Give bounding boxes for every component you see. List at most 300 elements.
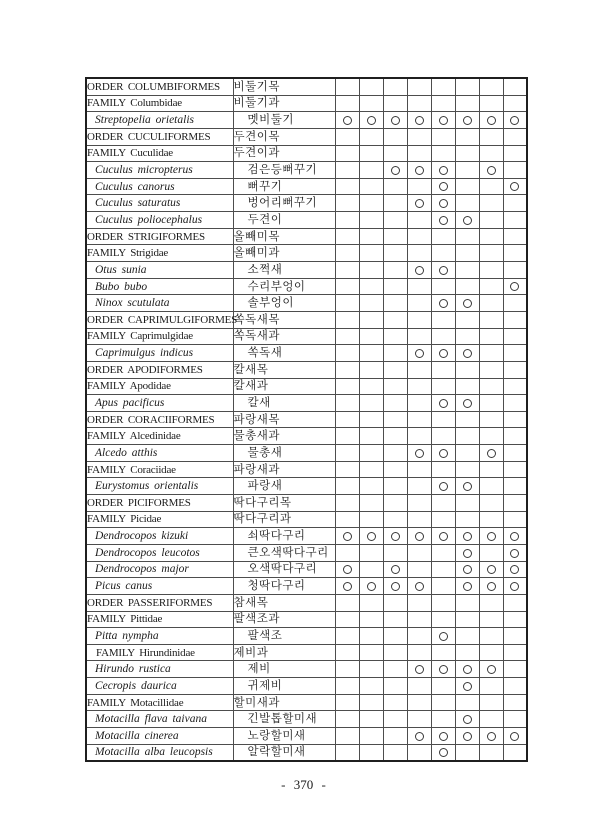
presence-circle-icon xyxy=(487,565,496,574)
mark-cell xyxy=(383,711,407,728)
presence-circle-icon xyxy=(463,532,472,541)
presence-circle-icon xyxy=(463,565,472,574)
mark-cell xyxy=(407,661,431,678)
family-name-cell: FAMILY Strigidae xyxy=(86,245,233,262)
mark-cell xyxy=(479,578,503,595)
presence-circle-icon xyxy=(391,166,400,175)
presence-circle-icon xyxy=(367,582,376,591)
mark-cell xyxy=(335,711,359,728)
presence-circle-icon xyxy=(463,665,472,674)
mark-cell xyxy=(479,162,503,179)
order-name-cell: ORDER CUCULIFORMES xyxy=(86,128,233,145)
mark-cell xyxy=(383,727,407,744)
table-row xyxy=(86,661,527,678)
mark-cell xyxy=(479,245,503,262)
mark-cell xyxy=(335,278,359,295)
presence-circle-icon xyxy=(510,732,519,741)
mark-cell xyxy=(335,511,359,528)
mark-cell xyxy=(383,428,407,445)
mark-cell xyxy=(455,195,479,212)
mark-cell xyxy=(455,478,479,495)
mark-cell xyxy=(431,95,455,112)
table-row xyxy=(86,628,527,645)
mark-cell xyxy=(335,128,359,145)
mark-cell xyxy=(359,311,383,328)
mark-cell xyxy=(407,112,431,129)
presence-circle-icon xyxy=(415,532,424,541)
mark-cell xyxy=(359,262,383,279)
korean-name-cell: 칼새 xyxy=(233,395,335,412)
mark-cell xyxy=(431,594,455,611)
order-name-cell: ORDER APODIFORMES xyxy=(86,361,233,378)
mark-cell xyxy=(359,644,383,661)
presence-circle-icon xyxy=(463,732,472,741)
mark-cell xyxy=(383,395,407,412)
mark-cell xyxy=(431,678,455,695)
mark-cell xyxy=(335,578,359,595)
mark-cell xyxy=(503,428,527,445)
order-name-cell: ORDER CAPRIMULGIFORMES xyxy=(86,311,233,328)
family-name-cell: FAMILY Cuculidae xyxy=(86,145,233,162)
mark-cell xyxy=(431,711,455,728)
mark-cell xyxy=(479,694,503,711)
presence-circle-icon xyxy=(439,732,448,741)
presence-circle-icon xyxy=(463,682,472,691)
mark-cell xyxy=(431,611,455,628)
species-name-cell: Streptopelia orietalis xyxy=(86,112,233,129)
mark-cell xyxy=(335,594,359,611)
mark-cell xyxy=(431,262,455,279)
mark-cell xyxy=(503,112,527,129)
mark-cell xyxy=(455,561,479,578)
presence-circle-icon xyxy=(439,182,448,191)
mark-cell xyxy=(479,78,503,95)
species-name-cell: Dendrocopos major xyxy=(86,561,233,578)
mark-cell xyxy=(431,212,455,229)
mark-cell xyxy=(407,212,431,229)
mark-cell xyxy=(455,711,479,728)
mark-cell xyxy=(335,544,359,561)
mark-cell xyxy=(383,478,407,495)
table-row xyxy=(86,212,527,229)
mark-cell xyxy=(335,311,359,328)
presence-circle-icon xyxy=(439,116,448,125)
mark-cell xyxy=(359,395,383,412)
mark-cell xyxy=(359,495,383,512)
mark-cell xyxy=(359,678,383,695)
korean-name-cell: 수리부엉이 xyxy=(233,278,335,295)
mark-cell xyxy=(503,128,527,145)
presence-circle-icon xyxy=(439,216,448,225)
mark-cell xyxy=(407,128,431,145)
korean-name-cell: 올빼미목 xyxy=(233,228,335,245)
korean-name-cell: 제비과 xyxy=(233,644,335,661)
mark-cell xyxy=(383,644,407,661)
mark-cell xyxy=(479,311,503,328)
mark-cell xyxy=(455,544,479,561)
korean-name-cell: 쏙독새 xyxy=(233,345,335,362)
mark-cell xyxy=(407,578,431,595)
mark-cell xyxy=(383,228,407,245)
mark-cell xyxy=(383,78,407,95)
mark-cell xyxy=(479,195,503,212)
presence-circle-icon xyxy=(463,482,472,491)
mark-cell xyxy=(503,162,527,179)
mark-cell xyxy=(383,661,407,678)
table-row xyxy=(86,128,527,145)
mark-cell xyxy=(431,228,455,245)
table-row xyxy=(86,644,527,661)
mark-cell xyxy=(383,411,407,428)
mark-cell xyxy=(479,378,503,395)
mark-cell xyxy=(335,378,359,395)
mark-cell xyxy=(503,278,527,295)
mark-cell xyxy=(503,727,527,744)
korean-name-cell: 칼새목 xyxy=(233,361,335,378)
korean-name-cell: 쇠딱다구리 xyxy=(233,528,335,545)
mark-cell xyxy=(503,561,527,578)
mark-cell xyxy=(431,295,455,312)
mark-cell xyxy=(335,178,359,195)
table-row xyxy=(86,511,527,528)
korean-name-cell: 딱다구리목 xyxy=(233,495,335,512)
species-name-cell: Motacilla alba leucopsis xyxy=(86,744,233,761)
mark-cell xyxy=(455,445,479,462)
table-row xyxy=(86,162,527,179)
presence-circle-icon xyxy=(487,166,496,175)
mark-cell xyxy=(479,495,503,512)
mark-cell xyxy=(407,145,431,162)
mark-cell xyxy=(407,628,431,645)
mark-cell xyxy=(335,262,359,279)
mark-cell xyxy=(335,395,359,412)
family-name-cell: FAMILY Hirundinidae xyxy=(86,644,233,661)
mark-cell xyxy=(335,744,359,761)
mark-cell xyxy=(479,511,503,528)
mark-cell xyxy=(407,644,431,661)
korean-name-cell: 팔색조 xyxy=(233,628,335,645)
mark-cell xyxy=(407,528,431,545)
presence-circle-icon xyxy=(367,532,376,541)
mark-cell xyxy=(407,228,431,245)
table-row xyxy=(86,411,527,428)
mark-cell xyxy=(503,594,527,611)
mark-cell xyxy=(359,428,383,445)
mark-cell xyxy=(431,162,455,179)
mark-cell xyxy=(359,295,383,312)
presence-circle-icon xyxy=(463,216,472,225)
mark-cell xyxy=(503,478,527,495)
mark-cell xyxy=(431,195,455,212)
table-row xyxy=(86,478,527,495)
mark-cell xyxy=(455,162,479,179)
mark-cell xyxy=(407,495,431,512)
mark-cell xyxy=(455,361,479,378)
family-name-cell: FAMILY Columbidae xyxy=(86,95,233,112)
mark-cell xyxy=(407,78,431,95)
mark-cell xyxy=(431,328,455,345)
bird-taxa-table xyxy=(85,77,528,762)
order-name-cell: ORDER COLUMBIFORMES xyxy=(86,78,233,95)
mark-cell xyxy=(479,345,503,362)
mark-cell xyxy=(455,212,479,229)
mark-cell xyxy=(431,361,455,378)
korean-name-cell: 큰오색딱다구리 xyxy=(233,544,335,561)
mark-cell xyxy=(335,461,359,478)
table-row xyxy=(86,95,527,112)
mark-cell xyxy=(407,311,431,328)
table-row xyxy=(86,594,527,611)
mark-cell xyxy=(455,744,479,761)
mark-cell xyxy=(407,195,431,212)
mark-cell xyxy=(503,395,527,412)
presence-circle-icon xyxy=(439,632,448,641)
mark-cell xyxy=(431,727,455,744)
mark-cell xyxy=(503,245,527,262)
mark-cell xyxy=(407,461,431,478)
mark-cell xyxy=(383,528,407,545)
mark-cell xyxy=(503,711,527,728)
table-row xyxy=(86,378,527,395)
mark-cell xyxy=(479,661,503,678)
mark-cell xyxy=(383,112,407,129)
mark-cell xyxy=(383,578,407,595)
mark-cell xyxy=(407,278,431,295)
korean-name-cell: 파랑새과 xyxy=(233,461,335,478)
mark-cell xyxy=(455,428,479,445)
mark-cell xyxy=(407,678,431,695)
mark-cell xyxy=(407,727,431,744)
mark-cell xyxy=(455,95,479,112)
mark-cell xyxy=(431,578,455,595)
korean-name-cell: 벙어리뻐꾸기 xyxy=(233,195,335,212)
mark-cell xyxy=(431,428,455,445)
species-name-cell: Cuculus poliocephalus xyxy=(86,212,233,229)
mark-cell xyxy=(335,445,359,462)
mark-cell xyxy=(335,727,359,744)
mark-cell xyxy=(359,461,383,478)
korean-name-cell: 두견이목 xyxy=(233,128,335,145)
mark-cell xyxy=(479,727,503,744)
presence-circle-icon xyxy=(510,532,519,541)
presence-circle-icon xyxy=(415,116,424,125)
species-name-cell: Caprimulgus indicus xyxy=(86,345,233,362)
mark-cell xyxy=(359,328,383,345)
mark-cell xyxy=(383,445,407,462)
mark-cell xyxy=(335,295,359,312)
mark-cell xyxy=(479,478,503,495)
mark-cell xyxy=(335,478,359,495)
presence-circle-icon xyxy=(487,582,496,591)
mark-cell xyxy=(455,528,479,545)
presence-circle-icon xyxy=(415,199,424,208)
mark-cell xyxy=(407,262,431,279)
presence-circle-icon xyxy=(439,349,448,358)
table-row xyxy=(86,345,527,362)
table-row xyxy=(86,461,527,478)
mark-cell xyxy=(359,345,383,362)
mark-cell xyxy=(479,644,503,661)
korean-name-cell: 귀제비 xyxy=(233,678,335,695)
korean-name-cell: 칼새과 xyxy=(233,378,335,395)
mark-cell xyxy=(383,162,407,179)
mark-cell xyxy=(407,395,431,412)
mark-cell xyxy=(335,678,359,695)
mark-cell xyxy=(359,478,383,495)
mark-cell xyxy=(335,245,359,262)
mark-cell xyxy=(479,528,503,545)
mark-cell xyxy=(335,495,359,512)
presence-circle-icon xyxy=(439,665,448,674)
mark-cell xyxy=(383,461,407,478)
mark-cell xyxy=(503,361,527,378)
mark-cell xyxy=(503,95,527,112)
species-name-cell: Bubo bubo xyxy=(86,278,233,295)
mark-cell xyxy=(431,345,455,362)
family-name-cell: FAMILY Pittidae xyxy=(86,611,233,628)
mark-cell xyxy=(335,195,359,212)
mark-cell xyxy=(455,727,479,744)
presence-circle-icon xyxy=(510,282,519,291)
korean-name-cell: 뻐꾸기 xyxy=(233,178,335,195)
table-row xyxy=(86,561,527,578)
mark-cell xyxy=(503,212,527,229)
korean-name-cell: 청딱다구리 xyxy=(233,578,335,595)
mark-cell xyxy=(479,395,503,412)
mark-cell xyxy=(383,145,407,162)
mark-cell xyxy=(383,212,407,229)
mark-cell xyxy=(335,212,359,229)
mark-cell xyxy=(431,511,455,528)
mark-cell xyxy=(407,245,431,262)
mark-cell xyxy=(383,95,407,112)
mark-cell xyxy=(479,228,503,245)
presence-circle-icon xyxy=(439,399,448,408)
mark-cell xyxy=(455,594,479,611)
mark-cell xyxy=(503,178,527,195)
korean-name-cell: 할미새과 xyxy=(233,694,335,711)
mark-cell xyxy=(455,411,479,428)
presence-circle-icon xyxy=(391,565,400,574)
mark-cell xyxy=(455,578,479,595)
mark-cell xyxy=(503,378,527,395)
mark-cell xyxy=(359,378,383,395)
mark-cell xyxy=(479,561,503,578)
mark-cell xyxy=(431,461,455,478)
species-name-cell: Otus sunia xyxy=(86,262,233,279)
table-row xyxy=(86,395,527,412)
mark-cell xyxy=(383,544,407,561)
mark-cell xyxy=(335,411,359,428)
mark-cell xyxy=(431,661,455,678)
korean-name-cell: 비둘기과 xyxy=(233,95,335,112)
mark-cell xyxy=(383,278,407,295)
presence-circle-icon xyxy=(463,582,472,591)
mark-cell xyxy=(383,128,407,145)
mark-cell xyxy=(335,95,359,112)
mark-cell xyxy=(335,228,359,245)
mark-cell xyxy=(431,628,455,645)
presence-circle-icon xyxy=(463,399,472,408)
mark-cell xyxy=(407,694,431,711)
mark-cell xyxy=(359,528,383,545)
korean-name-cell: 쏙독새목 xyxy=(233,311,335,328)
mark-cell xyxy=(431,378,455,395)
mark-cell xyxy=(455,378,479,395)
mark-cell xyxy=(335,528,359,545)
table-row xyxy=(86,195,527,212)
species-name-cell: Cuculus micropterus xyxy=(86,162,233,179)
mark-cell xyxy=(479,295,503,312)
mark-cell xyxy=(479,744,503,761)
presence-circle-icon xyxy=(439,299,448,308)
table-row xyxy=(86,145,527,162)
mark-cell xyxy=(455,311,479,328)
mark-cell xyxy=(479,628,503,645)
mark-cell xyxy=(383,561,407,578)
mark-cell xyxy=(407,345,431,362)
mark-cell xyxy=(503,145,527,162)
presence-circle-icon xyxy=(463,549,472,558)
mark-cell xyxy=(503,678,527,695)
presence-circle-icon xyxy=(439,199,448,208)
korean-name-cell: 쏙독새과 xyxy=(233,328,335,345)
presence-circle-icon xyxy=(439,532,448,541)
mark-cell xyxy=(455,694,479,711)
mark-cell xyxy=(359,228,383,245)
mark-cell xyxy=(431,178,455,195)
mark-cell xyxy=(407,711,431,728)
mark-cell xyxy=(479,178,503,195)
species-name-cell: Cuculus canorus xyxy=(86,178,233,195)
mark-cell xyxy=(431,561,455,578)
mark-cell xyxy=(431,78,455,95)
table-row xyxy=(86,178,527,195)
mark-cell xyxy=(407,744,431,761)
korean-name-cell: 제비 xyxy=(233,661,335,678)
mark-cell xyxy=(431,544,455,561)
mark-cell xyxy=(359,178,383,195)
mark-cell xyxy=(383,628,407,645)
mark-cell xyxy=(455,262,479,279)
mark-cell xyxy=(359,694,383,711)
mark-cell xyxy=(503,611,527,628)
mark-cell xyxy=(503,78,527,95)
presence-circle-icon xyxy=(343,565,352,574)
mark-cell xyxy=(479,411,503,428)
mark-cell xyxy=(455,112,479,129)
mark-cell xyxy=(503,694,527,711)
korean-name-cell: 물총새 xyxy=(233,445,335,462)
presence-circle-icon xyxy=(415,266,424,275)
mark-cell xyxy=(383,495,407,512)
presence-circle-icon xyxy=(510,582,519,591)
mark-cell xyxy=(359,112,383,129)
species-name-cell: Apus pacificus xyxy=(86,395,233,412)
table-row xyxy=(86,445,527,462)
mark-cell xyxy=(335,112,359,129)
mark-cell xyxy=(503,411,527,428)
mark-cell xyxy=(383,345,407,362)
presence-circle-icon xyxy=(487,449,496,458)
mark-cell xyxy=(383,178,407,195)
korean-name-cell: 팔색조과 xyxy=(233,611,335,628)
mark-cell xyxy=(431,478,455,495)
species-name-cell: Motacilla cinerea xyxy=(86,727,233,744)
presence-circle-icon xyxy=(415,582,424,591)
table-row xyxy=(86,228,527,245)
mark-cell xyxy=(503,445,527,462)
